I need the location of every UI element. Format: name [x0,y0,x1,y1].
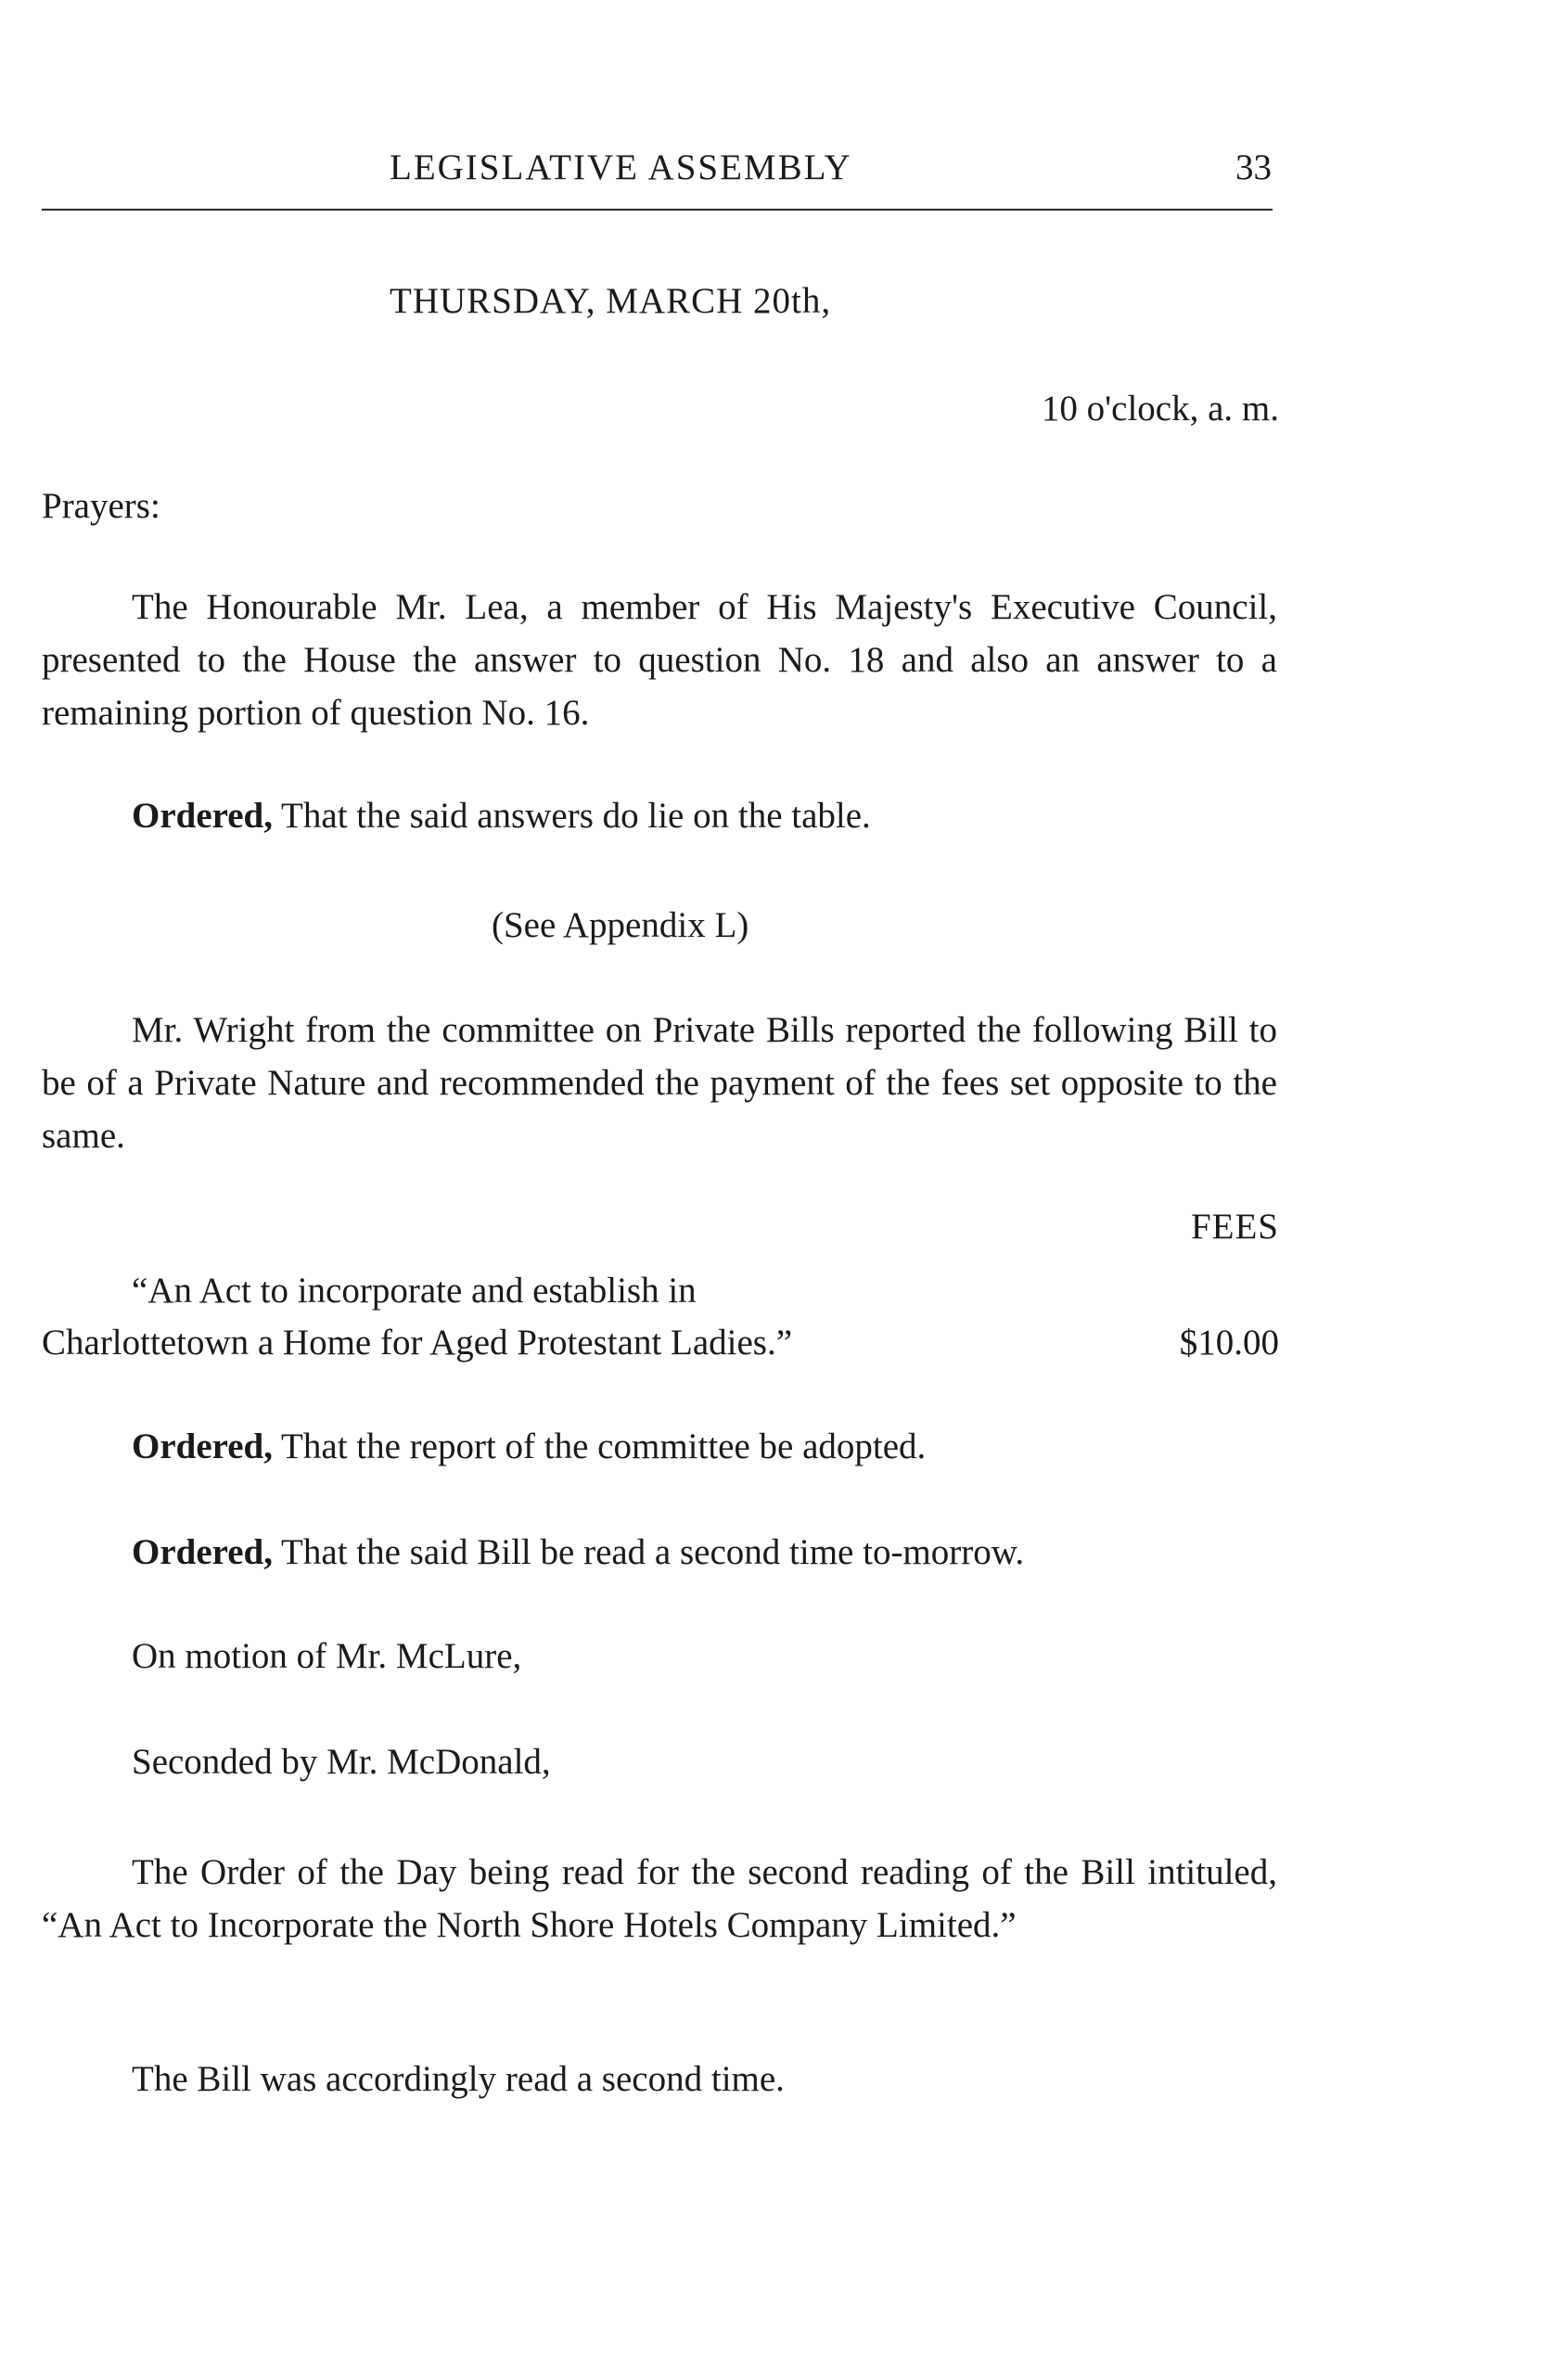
motion-paragraph: On motion of Mr. McLure, [132,1636,522,1676]
ordered-label: Ordered, [132,796,274,836]
running-header-title: LEGISLATIVE ASSEMBLY [390,147,852,187]
bill-fee-amount: $10.00 [1179,1323,1279,1363]
order-of-day-paragraph: The Order of the Day being read for the second reading of the Bill intituled, “An Act to Incorporate the North Shore Hotels Company Limited.” [42,1852,1277,1945]
bill-title-line-1: “An Act to incorporate and establish in [132,1271,697,1311]
ordered-text: That the said answers do lie on the table. [273,796,871,836]
fees-column-heading: FEES [1190,1207,1279,1247]
committee-report-paragraph: Mr. Wright from the committee on Private Bills reported the following Bill to be of a Private Nature and recommended the payment of the fees set opposite to the same. [42,1010,1277,1156]
sitting-time: 10 o'clock, a. m. [1041,389,1279,429]
ordered-text: That the report of the committee be adopted. [273,1427,927,1466]
header-rule [42,209,1273,211]
second-reading-paragraph: The Bill was accordingly read a second time. [132,2059,785,2099]
ordered-report-adopted-paragraph [132,1426,926,1467]
answers-presented-paragraph: The Honourable Mr. Lea, a member of His Majesty's Executive Council, presented to the House the answer to question No. 18 and also an answer to a remaining portion of question No. 16. [42,587,1277,733]
bill-title-line-2: Charlottetown a Home for Aged Protestant Ladies.” [42,1323,793,1363]
page-number: 33 [1235,147,1272,187]
prayers-label: Prayers: [42,486,160,526]
ordered-answers-paragraph [132,795,871,837]
appendix-reference: (See Appendix L) [492,905,749,945]
sitting-date-heading: THURSDAY, MARCH 20th, [390,281,832,321]
ordered-text: That the said Bill be read a second time to-morrow. [273,1532,1025,1572]
ordered-label: Ordered, [132,1532,274,1572]
seconded-paragraph: Seconded by Mr. McDonald, [132,1742,551,1782]
ordered-second-reading-paragraph [132,1531,1024,1573]
ordered-label: Ordered, [132,1427,274,1466]
